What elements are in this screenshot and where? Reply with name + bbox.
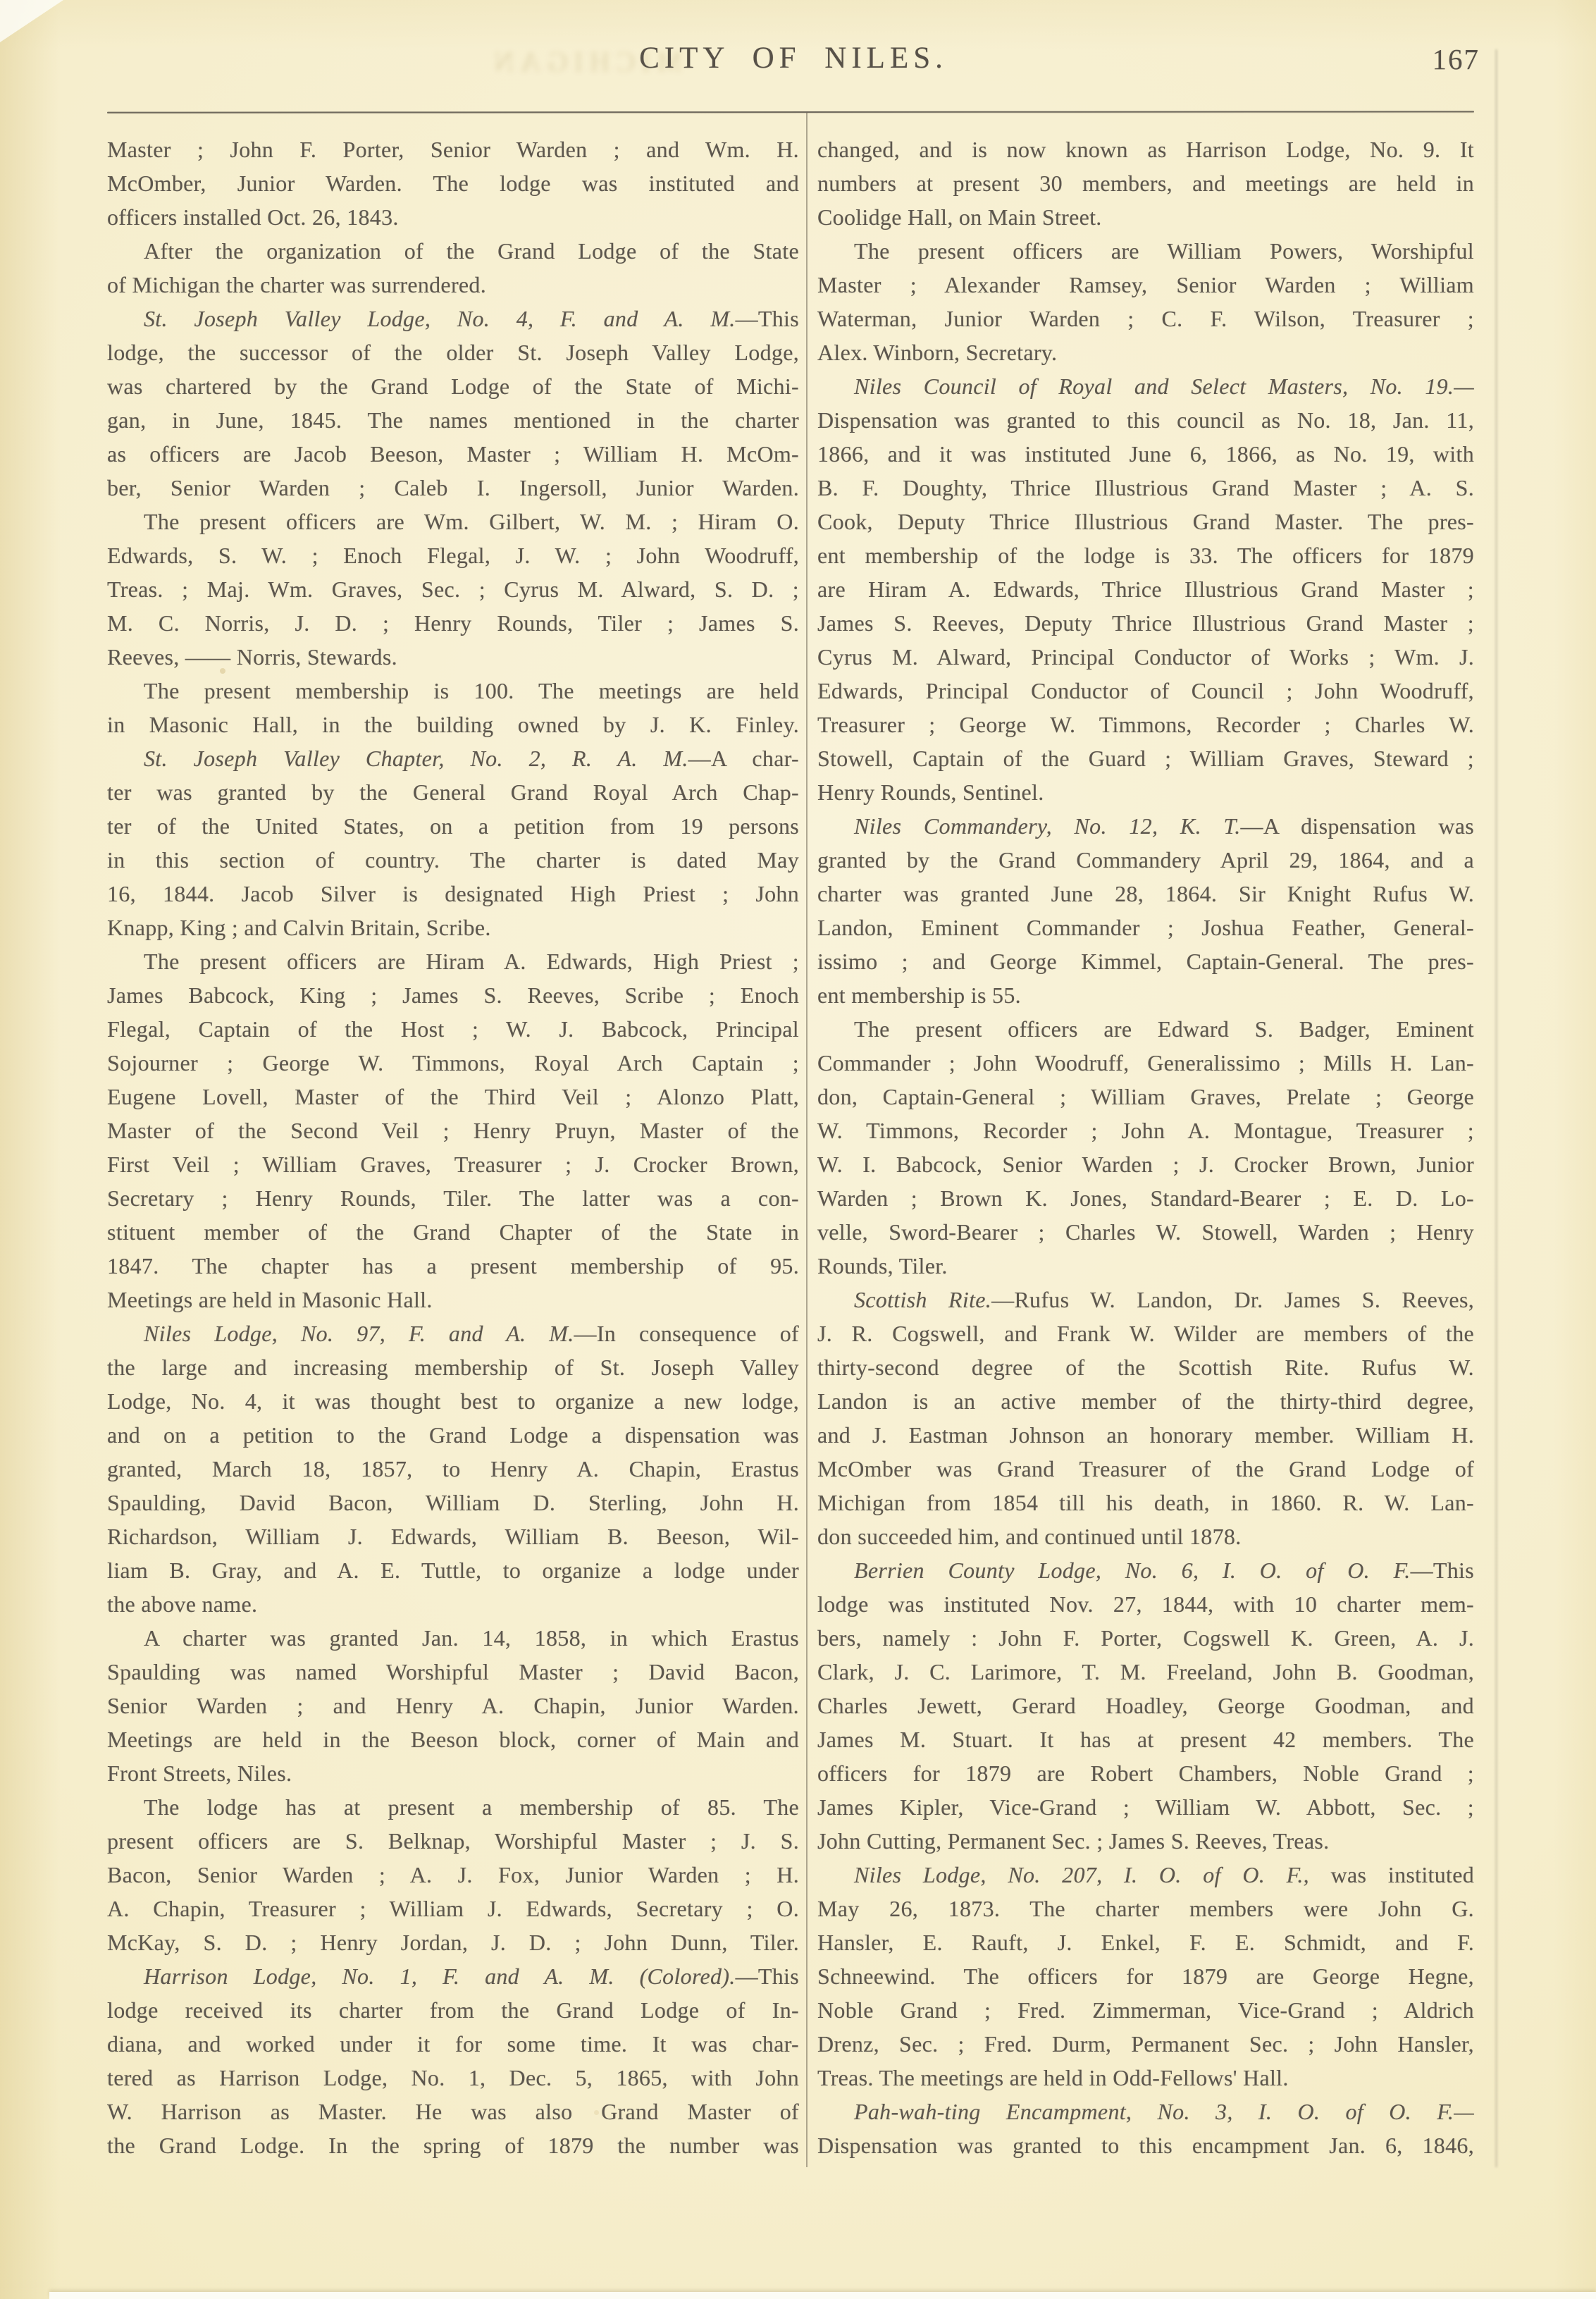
text-line [107,1959,799,1993]
text-run: issimo ; and George Kimmel, Captain-General. The pres- [817,949,1474,974]
text-line [817,1147,1474,1181]
text-run: McOmber was Grand Treasurer of the Grand Lodge of [817,1456,1474,1481]
lodge-name-italic: Scottish Rite. [854,1287,992,1312]
text-run: 1866, and it was instituted June 6, 1866, as No. 19, with [817,441,1474,467]
text-line [817,1553,1474,1587]
text-line [817,1621,1474,1655]
text-run: was chartered by the Grand Lodge of the State of Michi- [107,374,799,399]
text-line [107,335,799,369]
text-run: Richardson, William J. Edwards, William B. Beeson, Wil- [107,1524,799,1549]
text-line [107,166,799,200]
text-line [107,1452,799,1486]
text-run: diana, and worked under it for some time. It was char- [107,2031,799,2057]
lodge-name-italic: St. Joseph Valley Chapter, No. 2, R. A. M. [144,746,688,771]
text-line [107,606,799,640]
lodge-name-italic: Harrison Lodge, No. 1, F. and A. M. (Colored). [144,1964,736,1989]
text-run: Schneewind. The officers for 1879 are George Hegne, [817,1964,1474,1989]
text-run: 16, 1844. Jacob Silver is designated High Priest ; John [107,881,799,906]
text-run: are Hiram A. Edwards, Thrice Illustrious Grand Master ; [817,577,1474,602]
text-line [107,200,799,234]
text-column-left [107,132,799,2162]
text-line [817,1587,1474,1621]
text-line [817,1283,1474,1317]
text-line [817,1418,1474,1452]
text-run: The present officers are William Powers, Worshipful [854,238,1474,264]
text-run: Stowell, Captain of the Guard ; William Graves, Steward ; [817,746,1474,771]
text-run: the Grand Lodge. In the spring of 1879 the number was [107,2133,799,2158]
text-run: and on a petition to the Grand Lodge a dispensation was [107,1422,799,1448]
text-run: Senior Warden ; and Henry A. Chapin, Junior Warden. [107,1693,799,1718]
page-number: 167 [1432,43,1480,75]
text-run: Edwards, Principal Conductor of Council ; John Woodruff, [817,678,1474,703]
text-run: Master ; Alexander Ramsey, Senior Warden ; William [817,272,1474,297]
text-run: of Michigan the charter was surrendered. [107,272,486,297]
scan-corner-artifact [0,0,63,42]
text-line [817,166,1474,200]
text-run: The present officers are Wm. Gilbert, W. M. ; Hiram O. [144,509,799,534]
text-run: Treas. The meetings are held in Odd-Fellows' Hall. [817,2065,1289,2090]
text-line [107,2027,799,2061]
lodge-name-italic: St. Joseph Valley Lodge, No. 4, F. and A. M. [144,306,736,331]
text-run: W. Harrison as Master. He was also Grand Master of [107,2099,799,2124]
text-run: —A dispensation was [1240,813,1474,839]
text-run: stituent member of the Grand Chapter of the State in [107,1219,799,1245]
text-run: ter was granted by the General Grand Royal Arch Chap- [107,779,799,805]
text-line [107,572,799,606]
text-run: Treas. ; Maj. Wm. Graves, Sec. ; Cyrus M. Alward, S. D. ; [107,577,799,602]
text-run: B. F. Doughty, Thrice Illustrious Grand Master ; A. S. [817,475,1474,500]
text-run: Treasurer ; George W. Timmons, Recorder ; Charles W. [817,712,1474,737]
text-line [817,1756,1474,1790]
text-run: James Babcock, King ; James S. Reeves, Scribe ; Enoch [107,982,799,1008]
text-run: officers for 1879 are Robert Chambers, Noble Grand ; [817,1761,1474,1786]
text-line [817,741,1474,775]
text-line [817,437,1474,471]
text-line [107,1486,799,1520]
show-through-ghost-text: MICHIGAN [487,46,683,78]
lodge-name-italic: Berrien County Lodge, No. 6, I. O. of O. F. [854,1558,1411,1583]
page-header [107,41,1480,90]
text-line [817,471,1474,505]
text-line [107,403,799,437]
text-line [817,1181,1474,1215]
text-run: ber, Senior Warden ; Caleb I. Ingersoll, Junior Warden. [107,475,799,500]
text-line [107,1553,799,1587]
text-run: as officers are Jacob Beeson, Master ; William H. McOm- [107,441,799,467]
text-run: lodge received its charter from the Grand Lodge of In- [107,1997,799,2023]
text-run: the large and increasing membership of St. Joseph Valley [107,1355,799,1380]
text-run: Dispensation was granted to this council as No. 18, Jan. 11, [817,407,1474,433]
text-run: Waterman, Junior Warden ; C. F. Wilson, Treasurer ; [817,306,1474,331]
text-line [107,1350,799,1384]
text-run: —This [735,1964,799,1989]
lodge-name-italic: Niles Council of Royal and Select Masters, No. 19.— [854,374,1474,399]
text-run: officers installed Oct. 26, 1843. [107,204,399,230]
text-line [107,1384,799,1418]
text-run: Master ; John F. Porter, Senior Warden ; and Wm. H. [107,137,799,162]
text-run: Flegal, Captain of the Host ; W. J. Babcock, Principal [107,1016,799,1042]
text-line [817,1384,1474,1418]
text-line [817,1452,1474,1486]
text-line [817,606,1474,640]
text-run: thirty-second degree of the Scottish Rite. Rufus W. [817,1355,1474,1380]
text-line [817,640,1474,674]
text-line [817,1080,1474,1114]
text-line [107,234,799,268]
text-line [107,775,799,809]
text-line [817,1858,1474,1892]
text-run: Michigan from 1854 till his death, in 1860. R. W. Lan- [817,1490,1474,1515]
text-line [817,1486,1474,1520]
text-run: Knapp, King ; and Calvin Britain, Scribe. [107,915,491,940]
text-line [107,471,799,505]
text-line [817,1520,1474,1553]
text-run: W. I. Babcock, Senior Warden ; J. Crocker Brown, Junior [817,1152,1474,1177]
text-line [817,1350,1474,1384]
text-line [107,877,799,911]
text-line [817,505,1474,538]
text-column-right [817,132,1474,2162]
text-run: Spaulding, David Bacon, William D. Sterling, John H. [107,1490,799,1515]
text-run: The present officers are Hiram A. Edwards, High Priest ; [144,949,799,974]
text-line [817,1925,1474,1959]
text-line [107,1993,799,2027]
text-line [107,1012,799,1046]
text-line [107,1824,799,1858]
text-line [817,1317,1474,1350]
text-run: James S. Reeves, Deputy Thrice Illustrious Grand Master ; [817,610,1474,636]
text-line [817,132,1474,166]
text-line [107,1790,799,1824]
text-run: charter was granted June 28, 1864. Sir Knight Rufus W. [817,881,1474,906]
text-line [107,1249,799,1283]
text-line [817,674,1474,708]
text-run: ent membership is 55. [817,982,1021,1008]
text-line [107,369,799,403]
text-run: Commander ; John Woodruff, Generalissimo ; Mills H. Lan- [817,1050,1474,1075]
text-run: W. Timmons, Recorder ; John A. Montague, Treasurer ; [817,1118,1474,1143]
text-line [817,1046,1474,1080]
text-line [817,1012,1474,1046]
text-run: Reeves, —— Norris, Stewards. [107,644,397,670]
text-line [107,911,799,944]
text-line [817,2095,1474,2128]
text-run: The lodge has at present a membership of 85. The [144,1794,799,1820]
text-line [107,1147,799,1181]
text-line [817,403,1474,437]
text-line [817,1215,1474,1249]
text-run: Charles Jewett, Gerard Hoadley, George Goodman, and [817,1693,1474,1718]
text-run: Master of the Second Veil ; Henry Pruyn, Master of the [107,1118,799,1143]
text-line [107,437,799,471]
text-run: the above name. [107,1591,258,1617]
text-line [107,1114,799,1147]
text-run: McKay, S. D. ; Henry Jordan, J. D. ; John Dunn, Tiler. [107,1930,799,1955]
text-run: A charter was granted Jan. 14, 1858, in which Erastus [144,1625,799,1651]
text-run: J. R. Cogswell, and Frank W. Wilder are members of the [817,1321,1474,1346]
text-run: Bacon, Senior Warden ; A. J. Fox, Junior Warden ; H. [107,1862,799,1887]
text-line [107,640,799,674]
text-run: Henry Rounds, Sentinel. [817,779,1044,805]
text-line [107,132,799,166]
text-line [107,1418,799,1452]
text-run: Front Streets, Niles. [107,1761,292,1786]
text-line [107,1858,799,1892]
text-line [817,200,1474,234]
text-line [817,268,1474,302]
text-run: —This [735,306,799,331]
text-run: numbers at present 30 members, and meetings are held in [817,171,1474,196]
text-line [817,877,1474,911]
text-run: The present membership is 100. The meetings are held [144,678,799,703]
text-line [817,1114,1474,1147]
lodge-name-italic: Niles Commandery, No. 12, K. T. [854,813,1241,839]
text-line [817,911,1474,944]
text-line [107,741,799,775]
text-line [107,1621,799,1655]
text-line [817,302,1474,335]
text-line [817,2128,1474,2162]
text-line [817,944,1474,978]
text-line [817,335,1474,369]
text-run: gan, in June, 1845. The names mentioned in the charter [107,407,799,433]
text-run: Meetings are held in the Beeson block, corner of Main and [107,1727,799,1752]
text-line [817,809,1474,843]
lodge-name-italic: Niles Lodge, No. 97, F. and A. M. [144,1321,574,1346]
text-run: Landon is an active member of the thirty-third degree, [817,1388,1474,1414]
text-run: Secretary ; Henry Rounds, Tiler. The latter was a con- [107,1185,799,1211]
text-line [817,1790,1474,1824]
text-run: M. C. Norris, J. D. ; Henry Rounds, Tiler ; James S. [107,610,799,636]
text-line [107,1722,799,1756]
text-line [107,1925,799,1959]
text-run: A. Chapin, Treasurer ; William J. Edwards, Secretary ; O. [107,1896,799,1921]
text-run: First Veil ; William Graves, Treasurer ; J. Crocker Brown, [107,1152,799,1177]
text-run: Drenz, Sec. ; Fred. Durm, Permanent Sec. ; John Hansler, [817,2031,1474,2057]
text-run: was instituted [1309,1862,1474,1887]
scan-bottom-edge-artifact [49,2292,1596,2299]
text-line [817,843,1474,877]
text-line [817,978,1474,1012]
header-rule [107,111,1474,113]
text-line [107,1655,799,1689]
text-run: Dispensation was granted to this encampment Jan. 6, 1846, [817,2133,1474,2158]
text-line [817,2027,1474,2061]
text-line [107,1181,799,1215]
text-run: Cook, Deputy Thrice Illustrious Grand Master. The pres- [817,509,1474,534]
text-run: Noble Grand ; Fred. Zimmerman, Vice-Grand ; Aldrich [817,1997,1474,2023]
text-line [107,538,799,572]
text-run: Rounds, Tiler. [817,1253,948,1278]
text-run: don succeeded him, and continued until 1878. [817,1524,1242,1549]
text-run: Coolidge Hall, on Main Street. [817,204,1102,230]
text-run: Eugene Lovell, Master of the Third Veil ; Alonzo Platt, [107,1084,799,1109]
text-line [107,1046,799,1080]
text-run: Edwards, S. W. ; Enoch Flegal, J. W. ; John Woodruff, [107,543,799,568]
text-run: granted by the Grand Commandery April 29, 1864, and a [817,847,1474,873]
text-run: McOmber, Junior Warden. The lodge was instituted and [107,171,799,196]
text-line [107,1080,799,1114]
text-line [817,369,1474,403]
text-run: ter of the United States, on a petition from 19 persons [107,813,799,839]
text-line [107,1520,799,1553]
text-run: don, Captain-General ; William Graves, Prelate ; George [817,1084,1474,1109]
text-line [107,1892,799,1925]
lodge-name-italic: Pah-wah-ting Encampment, No. 3, I. O. of O. F.— [854,2099,1474,2124]
text-line [817,2061,1474,2095]
text-line [817,234,1474,268]
text-line [817,538,1474,572]
text-run: James Kipler, Vice-Grand ; William W. Abbott, Sec. ; [817,1794,1474,1820]
text-run: present officers are S. Belknap, Worshipful Master ; J. S. [107,1828,799,1854]
text-line [107,1317,799,1350]
text-run: and J. Eastman Johnson an honorary member. William H. [817,1422,1474,1448]
text-line [817,1689,1474,1722]
text-line [817,1824,1474,1858]
text-run: The present officers are Edward S. Badger, Eminent [854,1016,1474,1042]
text-line [107,268,799,302]
text-line [107,2128,799,2162]
text-line [107,1689,799,1722]
text-run: —A char- [688,746,799,771]
text-run: in Masonic Hall, in the building owned by J. K. Finley. [107,712,799,737]
text-run: velle, Sword-Bearer ; Charles W. Stowell, Warden ; Henry [817,1219,1474,1245]
text-run: bers, namely : John F. Porter, Cogswell K. Green, A. J. [817,1625,1474,1651]
text-run: Sojourner ; George W. Timmons, Royal Arch Captain ; [107,1050,799,1075]
text-line [107,843,799,877]
text-run: ent membership of the lodge is 33. The officers for 1879 [817,543,1474,568]
text-run: Meetings are held in Masonic Hall. [107,1287,433,1312]
text-line [817,1993,1474,2027]
text-run: lodge was instituted Nov. 27, 1844, with 10 charter mem- [817,1591,1474,1617]
text-run: —Rufus W. Landon, Dr. James S. Reeves, [991,1287,1474,1312]
text-line [107,2095,799,2128]
text-line [107,2061,799,2095]
text-line [107,505,799,538]
text-run: Cyrus M. Alward, Principal Conductor of Works ; Wm. J. [817,644,1474,670]
text-run: —This [1410,1558,1474,1583]
text-line [107,1587,799,1621]
text-run: Lodge, No. 4, it was thought best to organize a new lodge, [107,1388,799,1414]
text-run: Landon, Eminent Commander ; Joshua Feather, General- [817,915,1474,940]
text-line [107,1756,799,1790]
text-line [107,1283,799,1317]
text-run: lodge, the successor of the older St. Joseph Valley Lodge, [107,340,799,365]
text-run: in this section of country. The charter is dated May [107,847,799,873]
text-run: Clark, J. C. Larimore, T. M. Freeland, John B. Goodman, [817,1659,1474,1684]
text-line [817,1892,1474,1925]
text-run: Spaulding was named Worshipful Master ; David Bacon, [107,1659,799,1684]
text-run: 1847. The chapter has a present membership of 95. [107,1253,799,1278]
text-line [817,1722,1474,1756]
text-line [817,572,1474,606]
column-divider [806,113,808,2167]
text-line [817,708,1474,741]
text-line [107,978,799,1012]
text-run: May 26, 1873. The charter members were John G. [817,1896,1474,1921]
text-line [817,775,1474,809]
text-line [107,302,799,335]
page-gutter-shadow [1495,49,1497,2167]
text-run: Alex. Winborn, Secretary. [817,340,1058,365]
text-line [107,944,799,978]
text-line [107,1215,799,1249]
text-line [107,809,799,843]
text-run: liam B. Gray, and A. E. Tuttle, to organize a lodge under [107,1558,799,1583]
text-run: John Cutting, Permanent Sec. ; James S. Reeves, Treas. [817,1828,1330,1854]
text-run: Hansler, E. Rauft, J. Enkel, F. E. Schmidt, and F. [817,1930,1474,1955]
text-run: After the organization of the Grand Lodge of the State [144,238,799,264]
text-line [817,1249,1474,1283]
text-run: James M. Stuart. It has at present 42 members. The [817,1727,1474,1752]
text-run: —In consequence of [574,1321,800,1346]
text-run: tered as Harrison Lodge, No. 1, Dec. 5, 1865, with John [107,2065,799,2090]
text-run: granted, March 18, 1857, to Henry A. Chapin, Erastus [107,1456,799,1481]
page-title: CITY OF NILES. [639,42,948,75]
text-line [107,708,799,741]
text-line [817,1655,1474,1689]
text-run: Warden ; Brown K. Jones, Standard-Bearer ; E. D. Lo- [817,1185,1474,1211]
text-run: changed, and is now known as Harrison Lodge, No. 9. It [817,137,1474,162]
text-line [817,1959,1474,1993]
text-line [107,674,799,708]
lodge-name-italic: Niles Lodge, No. 207, I. O. of O. F., [854,1862,1309,1887]
